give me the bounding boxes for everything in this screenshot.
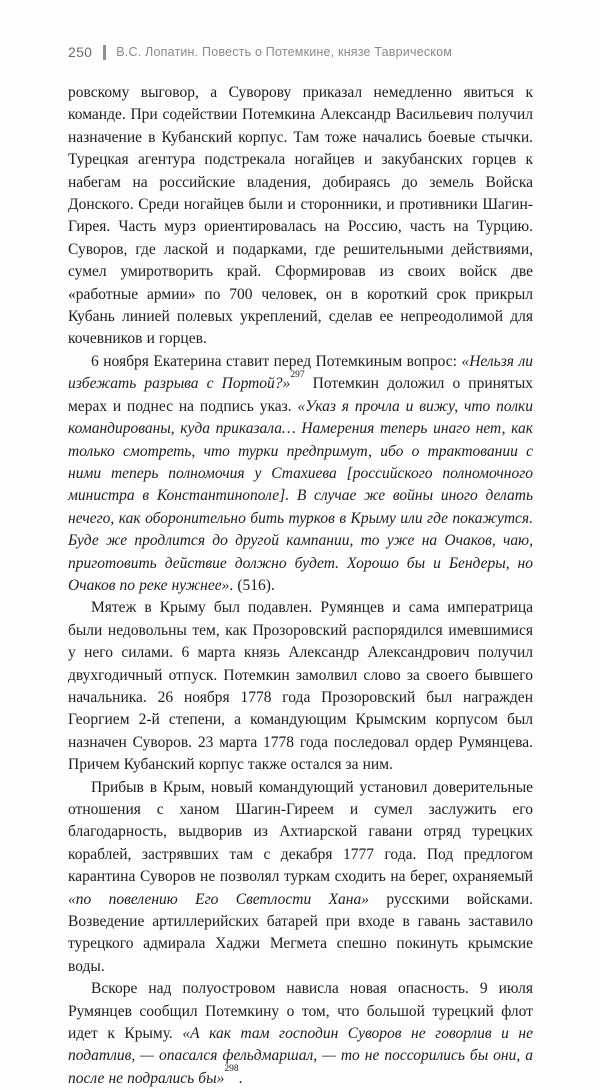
text-run: Потемкин доложил о принятых мерах и поднес на подпись указ. [68, 375, 533, 415]
paragraph [68, 597, 533, 776]
quote-run: «Нельзя ли избежать разрыва с Портой?» [68, 352, 533, 393]
text-run: Вскоре над полуостровом нависла новая опасность. 9 июля Румянцев сообщил Потемкину о том, что большой турецкий флот идет к Крыму. [68, 980, 533, 1043]
text-run: . (516). [229, 576, 275, 594]
quote-run: «Указ я прочла и вижу, что полки командированы, куда приказала… Намерения теперь инаго нет, как только смотреть, что турки предпримут, ибо о трактовании с ними теперь полномочия у Стахиева [российского полномочного министра в Константинополе]. В случае же войны иного делать нечего, как оборонительно бить турков в Крыму или где покажутся. Буде же продлится до другой кампании, то уже на Очаков, чаю, приготовить действие должно будет. Хорошо бы и Бендеры, но Очаков по реке нужнее» [68, 397, 533, 594]
paragraph [68, 978, 533, 1090]
quote-run: «по повелению Его Светлости Хана» [68, 890, 369, 908]
paragraph [68, 351, 533, 597]
page-number: 250 [68, 44, 93, 60]
page-header [68, 44, 533, 60]
quote-run: «А как там господин Суворов не говорлив и не податлив, — опасался фельдмаршал, — то не поссорились бы они, а после не подрались бы» [68, 1025, 533, 1087]
paragraph [68, 777, 533, 979]
header-divider [103, 45, 106, 60]
page-body [68, 82, 533, 1090]
text-run: 6 ноября Екатерина ставит перед Потемкиным вопрос: [91, 352, 462, 370]
footnote-ref: 298 [224, 1064, 239, 1075]
text-run: Мятеж в Крыму был подавлен. Румянцев и сама императрица были недовольны тем, как Прозоровский распорядился имевшимися у него силами. 6 марта князь Александр Александрович получил двухгодичный отпуск. Потемкин замолвил слово за своего бывшего начальника. 26 ноября 1778 года Прозоровский был награжден Георгием 2-й степени, а командующим Крымским корпусом был назначен Суворов. 23 марта 1778 года последовал ордер Румянцева. Причем Кубанский корпус также остался за ним. [68, 599, 533, 774]
text-run: Прибыв в Крым, новый командующий установил доверительные отношения с ханом Шагин-Гиреем и сумел заслужить его благодарность, выдворив из Ахтиарской гавани отряд турецких кораблей, застрявших там с декабря 1777 года. Под предлогом карантина Суворов не позволял туркам сходить на берег, охраняемый [68, 778, 533, 886]
paragraph-continued [68, 82, 533, 351]
text-run: ровскому выговор, а Суворову приказал немедленно явиться к команде. При содействии Потемкина Александр Васильевич получил назначение в Кубанский корпус. Там тоже начались боевые стычки. Турецкая агентура подстрекала ногайцев и закубанских горцев к набегам на российские владения, добираясь до земель Войска Донского. Среди ногайцев были и сторонники, и противники Шагин-Гирея. Часть мурз ориентировалась на Россию, часть на Турцию. Суворов, где лаской и подарками, где решительными действиями, сумел умиротворить край. Сформировав из своих войск две «работные армии» по 700 человек, он в короткий срок прикрыл Кубань линией полевых укреплений, сделав ее непреодолимой для кочевников и горцев. [68, 84, 533, 348]
text-run: русскими войсками. Возведение артиллерийских батарей при входе в гавань заставило турецкого адмирала Хаджи Мегмета спешно покинуть крымские воды. [68, 890, 533, 975]
text-run: . [238, 1069, 243, 1087]
running-title: В.С. Лопатин. Повесть о Потемкине, князе Таврическом [116, 45, 453, 59]
footnote-ref: 297 [290, 369, 305, 380]
